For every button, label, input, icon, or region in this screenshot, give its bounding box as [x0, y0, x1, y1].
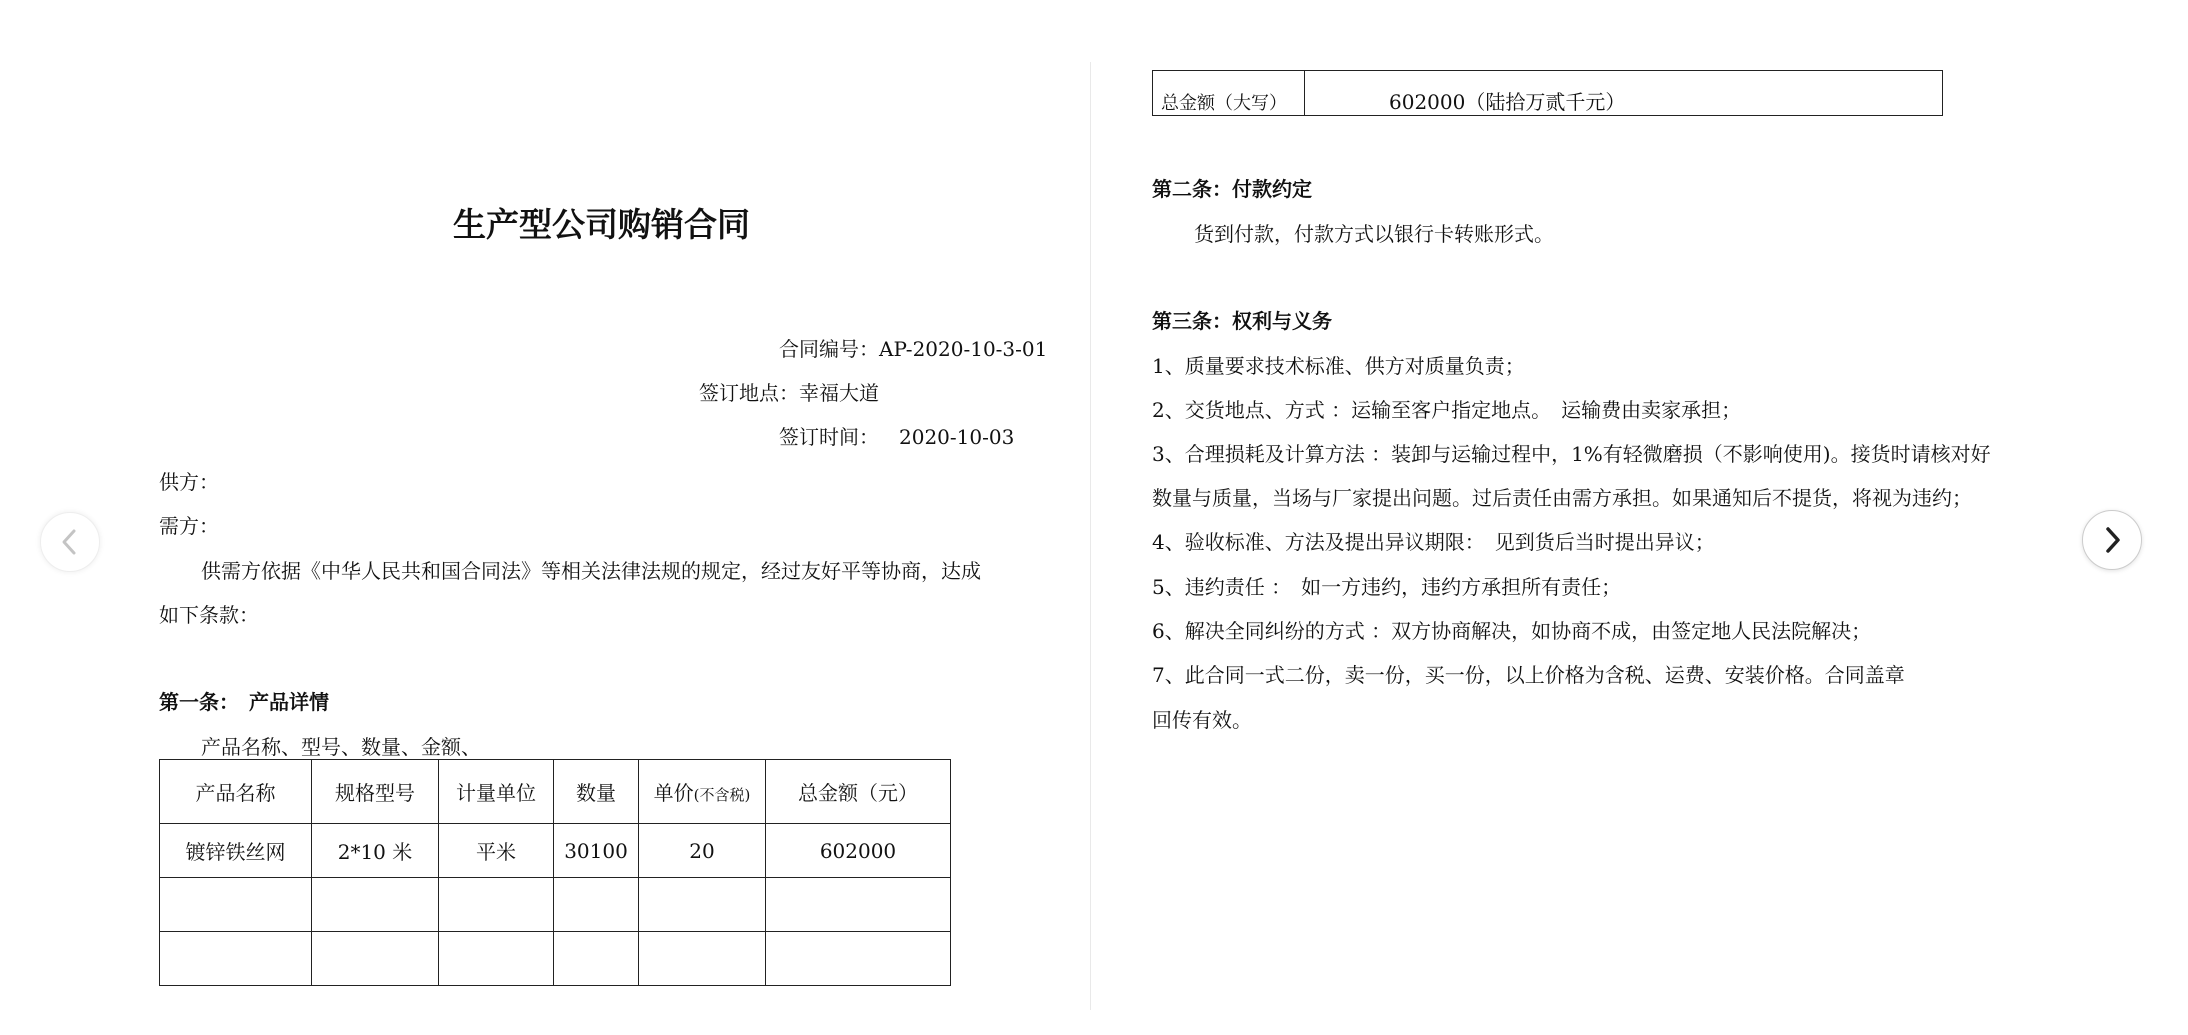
total-amount-value: 602000（陆拾万贰千元）	[1305, 71, 1943, 116]
table-header-row	[160, 760, 951, 824]
intro-line-1: 供需方依据《中华人民共和国合同法》等相关法律法规的规定，经过友好平等协商，达成	[201, 559, 981, 583]
article-3-item: 7、此合同一式二份，卖一份，买一份，以上价格为含税、运费、安装价格。合同盖章	[1152, 663, 1905, 687]
header-unit: 计量单位	[439, 760, 554, 824]
next-page-button[interactable]	[2082, 510, 2142, 570]
article-1-subheading: 产品名称、型号、数量、金额、	[201, 735, 481, 759]
chevron-left-icon	[59, 527, 81, 557]
header-quantity: 数量	[554, 760, 639, 824]
buyer-label: 需方：	[159, 514, 219, 538]
contract-number-line	[779, 337, 1047, 361]
article-3-item: 4、验收标准、方法及提出异议期限： 见到货后当时提出异议；	[1152, 530, 1715, 554]
table-cell: 30100	[554, 824, 639, 878]
header-unit-price-label: 单价	[653, 781, 694, 805]
article-3-item: 数量与质量，当场与厂家提出问题。过后责任由需方承担。如果通知后不提货，将视为违约；	[1152, 486, 1972, 510]
product-table	[159, 759, 951, 986]
previous-page-button[interactable]	[40, 512, 100, 572]
article-2-body: 货到付款，付款方式以银行卡转账形式。	[1194, 222, 1554, 246]
table-cell: 2*10 米	[312, 824, 439, 878]
table-cell	[766, 878, 951, 932]
article-3-item: 6、解决全同纠纷的方式 ：双方协商解决，如协商不成，由签定地人民法院解决；	[1152, 619, 1872, 643]
table-cell	[766, 932, 951, 986]
header-product-name: 产品名称	[160, 760, 312, 824]
contract-number-value: AP-2020-10-3-01	[879, 337, 1048, 361]
total-amount-label: 总金额（大写）	[1153, 71, 1305, 116]
article-3-item: 2、交货地点、方式 ：运输至客户指定地点。 运输费由卖家承担；	[1152, 398, 1742, 422]
table-row	[160, 824, 951, 878]
table-row	[160, 878, 951, 932]
table-cell: 镀锌铁丝网	[160, 824, 312, 878]
header-price-note: (不含税)	[693, 786, 751, 804]
document-title: 生产型公司购销合同	[453, 205, 750, 244]
table-cell	[439, 878, 554, 932]
table-cell	[312, 878, 439, 932]
header-total-amount: 总金额（元）	[766, 760, 951, 824]
table-cell	[312, 932, 439, 986]
header-spec-model: 规格型号	[312, 760, 439, 824]
supplier-label: 供方：	[159, 470, 219, 494]
contract-number-label: 合同编号：	[779, 337, 879, 361]
chevron-right-icon	[2101, 525, 2123, 555]
table-cell	[160, 878, 312, 932]
article-3-item: 5、违约责任 ： 如一方违约，违约方承担所有责任；	[1152, 575, 1622, 599]
signing-place-line	[699, 381, 879, 405]
table-cell: 20	[639, 824, 766, 878]
table-cell	[639, 932, 766, 986]
table-row	[160, 932, 951, 986]
table-cell: 平米	[439, 824, 554, 878]
table-cell	[439, 932, 554, 986]
signing-place-value: 幸福大道	[799, 381, 879, 405]
signing-time-label: 签订时间：	[779, 425, 879, 449]
article-1-heading: 第一条： 产品详情	[159, 690, 329, 714]
article-2-heading: 第二条：付款约定	[1152, 177, 1312, 201]
intro-line-2: 如下条款：	[159, 603, 259, 627]
total-amount-table	[1152, 70, 1943, 116]
signing-time-value: 2020-10-03	[899, 425, 1015, 449]
article-3-item: 3、合理损耗及计算方法 ：装卸与运输过程中，1%有轻微磨损（不影响使用)。接货时请核对好	[1152, 442, 1991, 466]
total-amount-row	[1153, 71, 1943, 116]
table-cell	[160, 932, 312, 986]
article-3-item: 1、质量要求技术标准、供方对质量负责；	[1152, 354, 1525, 378]
table-cell	[639, 878, 766, 932]
page-divider	[1090, 62, 1091, 1010]
table-cell	[554, 878, 639, 932]
signing-place-label: 签订地点：	[699, 381, 799, 405]
article-3-item: 回传有效。	[1152, 708, 1252, 732]
table-cell	[554, 932, 639, 986]
table-cell: 602000	[766, 824, 951, 878]
article-3-heading: 第三条：权利与义务	[1152, 309, 1332, 333]
signing-time-line	[779, 425, 1014, 449]
header-unit-price	[639, 760, 766, 824]
